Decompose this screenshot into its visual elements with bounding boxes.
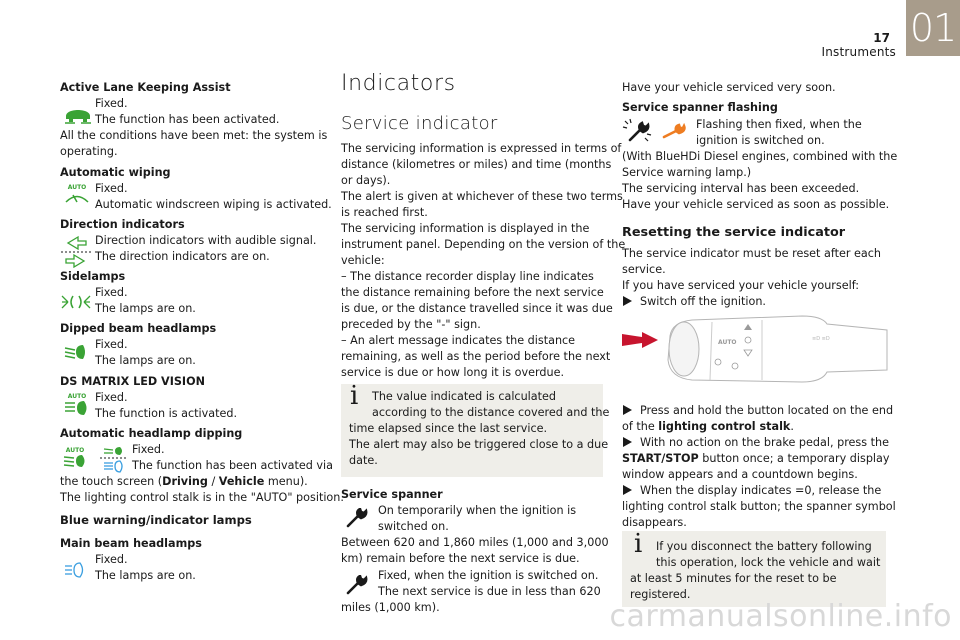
- note-line: at least 5 minutes for the reset to be: [630, 572, 837, 585]
- service-para-line: instrument panel. Depending on the version of the: [341, 238, 626, 251]
- dipped-title: Dipped beam headlamps: [60, 322, 217, 335]
- reset-step-2b: [622, 419, 794, 435]
- direction-line-2: The direction indicators are on.: [95, 250, 270, 263]
- direction-line-1: Direction indicators with audible signal.: [95, 234, 317, 247]
- flashing-line-5: The servicing interval has been exceeded.: [622, 182, 860, 195]
- lane-keeping-icon: [63, 102, 93, 124]
- info-note: [341, 381, 610, 477]
- triangle-bullet-icon: [623, 296, 632, 306]
- reset-step-4b: lighting control stalk button; the spanner symbol: [622, 500, 896, 513]
- spanner-line-1: On temporarily when the ignition is: [378, 504, 577, 517]
- auto-wiper-icon: [62, 183, 92, 205]
- section-heading: Indicators: [341, 71, 456, 96]
- service-para-line: – The distance recorder display line indicates: [341, 270, 594, 283]
- note-line: registered.: [630, 588, 691, 601]
- dipped-line-1: Fixed.: [95, 338, 128, 351]
- reset-title: Resetting the service indicator: [622, 225, 846, 240]
- service-soon-text: Have your vehicle serviced very soon.: [622, 81, 836, 94]
- spanner-line-3: Between 620 and 1,860 miles (1,000 and 3,000: [341, 536, 609, 549]
- spanner-line-4: km) remain before the next service is due.: [341, 552, 580, 565]
- svg-text:AUTO: AUTO: [67, 393, 87, 400]
- wiping-line-1: Fixed.: [95, 182, 128, 195]
- start-stop-label: START/STOP: [622, 452, 699, 465]
- subsection-heading: Service indicator: [341, 113, 498, 134]
- service-para-line: – An alert message indicates the distance: [341, 334, 576, 347]
- triangle-bullet-icon: [623, 437, 632, 447]
- note-line: time elapsed since the last service.: [349, 422, 548, 435]
- flashing-title: Service spanner flashing: [622, 101, 778, 114]
- spanner-icon: [346, 508, 368, 528]
- flashing-line-1: Flashing then fixed, when the: [696, 118, 862, 131]
- alka-line-3: All the conditions have been met: the system is: [60, 129, 328, 142]
- service-para-line: preceded by the "-" sign.: [341, 318, 481, 331]
- spanner-icon: [346, 575, 368, 595]
- flashing-line-4: Service warning lamp.): [622, 166, 752, 179]
- main-beam-line-2: The lamps are on.: [95, 569, 196, 582]
- note-line: The alert may also be triggered close to a due: [349, 438, 609, 451]
- autodip-text-end: menu).: [264, 475, 308, 488]
- step-text: button once; a temporary display: [698, 452, 890, 465]
- reset-line-3: If you have serviced your vehicle yourself:: [622, 279, 860, 292]
- sidelamps-title: Sidelamps: [60, 270, 126, 283]
- spanner-title: Service spanner: [341, 488, 443, 501]
- svg-text:AUTO: AUTO: [65, 447, 85, 454]
- blue-lamps-title: Blue warning/indicator lamps: [60, 513, 252, 527]
- flashing-line-6: Have your vehicle serviced as soon as possible.: [622, 198, 890, 211]
- reset-step-4c: disappears.: [622, 516, 687, 529]
- reset-line-1: The service indicator must be reset after each: [622, 247, 881, 260]
- autodip-line-4: The lighting control stalk is in the "AUTO" position.: [60, 491, 344, 504]
- note-line: The value indicated is calculated: [372, 390, 557, 403]
- menu-separator: /: [207, 475, 219, 488]
- reset-step-3c: window appears and a countdown begins.: [622, 468, 858, 481]
- alka-line-1: Fixed.: [95, 97, 128, 110]
- autodip-line-2: The function has been activated via: [132, 459, 333, 472]
- page-number: 17: [873, 31, 890, 45]
- note-line: date.: [349, 454, 378, 467]
- matrix-title: DS MATRIX LED VISION: [60, 375, 205, 388]
- service-para-line: distance (kilometres or miles) and time (months: [341, 158, 612, 171]
- matrix-line-2: The function is activated.: [95, 407, 238, 420]
- alka-title: Active Lane Keeping Assist: [60, 81, 231, 94]
- wiping-title: Automatic wiping: [60, 166, 171, 179]
- autodip-line-1: Fixed.: [132, 443, 165, 456]
- sidelamps-line-1: Fixed.: [95, 286, 128, 299]
- sidelamp-icon: [61, 293, 91, 311]
- autodip-title: Automatic headlamp dipping: [60, 427, 243, 440]
- service-para-line: service is due or how long it is overdue.: [341, 366, 565, 379]
- main-beam-title: Main beam headlamps: [60, 537, 202, 550]
- vehicle-menu-label: Vehicle: [218, 475, 265, 488]
- lighting-stalk-illustration: [622, 310, 888, 388]
- spanner-line-5: Fixed, when the ignition is switched on.: [378, 569, 599, 582]
- wiping-line-2: Automatic windscreen wiping is activated.: [95, 198, 332, 211]
- watermark: carmanualsonline.info: [609, 599, 952, 634]
- service-para-line: or days).: [341, 174, 391, 187]
- service-para-line: The alert is given at whichever of these two terms: [341, 190, 623, 203]
- spanner-line-6: The next service is due in less than 620: [378, 585, 601, 598]
- reset-step-3b: [622, 451, 890, 467]
- reset-step-4a: When the display indicates =0, release the: [640, 484, 882, 497]
- svg-text:≡D ≡D: ≡D ≡D: [812, 336, 830, 342]
- alka-line-4: operating.: [60, 145, 118, 158]
- matrix-led-icon: [62, 392, 92, 418]
- spanner-line-2: switched on.: [378, 520, 449, 533]
- auto-headlamp-dipping-icon: [60, 446, 130, 474]
- triangle-bullet-icon: [623, 485, 632, 495]
- direction-title: Direction indicators: [60, 218, 185, 231]
- lighting-stalk-label: lighting control stalk: [658, 420, 791, 433]
- direction-indicator-icon: [60, 234, 92, 268]
- autodip-line-3: [60, 474, 308, 490]
- chapter-title: Instruments: [821, 45, 896, 59]
- note-line: this operation, lock the vehicle and wait: [656, 556, 881, 569]
- flashing-line-3: (With BlueHDi Diesel engines, combined with the: [622, 150, 898, 163]
- spanner-line-7: miles (1,000 km).: [341, 601, 440, 614]
- reset-step-1: Switch off the ignition.: [640, 295, 766, 308]
- step-text-end: .: [790, 420, 794, 433]
- info-icon: i: [634, 529, 643, 559]
- main-beam-line-1: Fixed.: [95, 553, 128, 566]
- note-line: according to the distance covered and the: [372, 406, 610, 419]
- reset-line-2: service.: [622, 263, 666, 276]
- service-para-line: is reached first.: [341, 206, 428, 219]
- service-para-line: The servicing information is expressed in terms of: [341, 142, 622, 155]
- autodip-text: the touch screen (: [60, 475, 163, 488]
- alka-line-2: The function has been activated.: [95, 113, 280, 126]
- service-para-line: The servicing information is displayed in the: [341, 222, 590, 235]
- sidelamps-line-2: The lamps are on.: [95, 302, 196, 315]
- flashing-line-2: ignition is switched on.: [696, 134, 825, 147]
- main-beam-icon: [64, 561, 90, 579]
- info-icon: i: [350, 381, 359, 411]
- note-line: If you disconnect the battery following: [656, 540, 872, 553]
- matrix-line-1: Fixed.: [95, 391, 128, 404]
- triangle-bullet-icon: [623, 405, 632, 415]
- reset-step-2a: Press and hold the button located on the end: [640, 404, 894, 417]
- spanner-flashing-icon: [622, 118, 692, 144]
- step-text: of the: [622, 420, 659, 433]
- service-para-line: vehicle:: [341, 254, 385, 267]
- driving-menu-label: Driving: [162, 475, 208, 488]
- dipped-beam-icon: [63, 343, 89, 361]
- chapter-tab: 01: [906, 0, 960, 56]
- service-para-line: is due, or the distance travelled since it was due: [341, 302, 613, 315]
- stalk-auto-label: AUTO: [718, 339, 737, 346]
- service-para-line: remaining, as well as the period before the next: [341, 350, 611, 363]
- reset-step-3a: With no action on the brake pedal, press the: [640, 436, 889, 449]
- dipped-line-2: The lamps are on.: [95, 354, 196, 367]
- info-note-battery: [622, 531, 886, 607]
- service-para-line: the distance remaining before the next service: [341, 286, 604, 299]
- svg-text:AUTO: AUTO: [67, 184, 87, 191]
